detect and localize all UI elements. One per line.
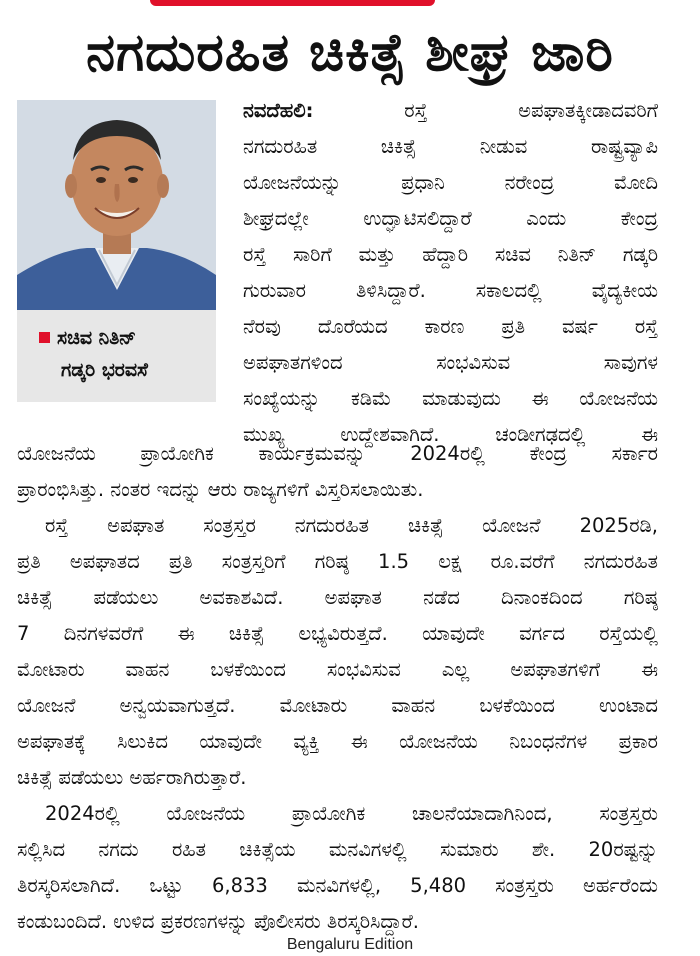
- paragraph-start: 2024ರಲ್ಲಿ ಯೋಜನೆಯ ಪ್ರಾಯೋಗಿಕ ಚಾಲನೆಯಾದಾಗಿನಿಂದ, ಸಂತ್ರಸ್ತರು: [45, 802, 658, 825]
- body-line: ಶೀಘ್ರದಲ್ಲೇ ಉದ್ಘಾಟಿಸಲಿದ್ದಾರೆ ಎಂದು ಕೇಂದ್ರ: [243, 207, 658, 230]
- section-banner: [150, 0, 435, 6]
- body-line: ನವದೆಹಲಿ: ರಸ್ತೆ ಅಪಘಾತಕ್ಕೀಡಾದವರಿಗೆ: [243, 99, 658, 122]
- body-line: ಪ್ರಾರಂಭಿಸಿತ್ತು. ನಂತರ ಇದನ್ನು ಆರು ರಾಜ್ಯಗಳಿಗೆ ವಿಸ್ತರಿಸಲಾಯಿತು.: [17, 478, 424, 501]
- body-line: ಯೋಜನೆಯ ಪ್ರಾಯೋಗಿಕ ಕಾರ್ಯಕ್ರಮವನ್ನು 2024ರಲ್ಲಿ ಕೇಂದ್ರ ಸರ್ಕಾರ: [17, 442, 658, 465]
- body-line: ತಿರಸ್ಕರಿಸಲಾಗಿದೆ. ಒಟ್ಟು 6,833 ಮನವಿಗಳಲ್ಲಿ, 5,480 ಸಂತ್ರಸ್ತರು ಅರ್ಹರೆಂದು: [17, 874, 658, 897]
- body-line: ಚಿಕಿತ್ಸೆ ಪಡೆಯಲು ಅವಕಾಶವಿದೆ. ಅಪಘಾತ ನಡೆದ ದಿನಾಂಕದಿಂದ ಗರಿಷ್ಠ: [17, 586, 658, 609]
- edition-footer: Bengaluru Edition: [286, 936, 414, 953]
- body-line: ಮೋಟಾರು ವಾಹನ ಬಳಕೆಯಿಂದ ಸಂಭವಿಸುವ ಎಲ್ಲ ಅಪಘಾತಗಳಿಗೆ ಈ: [17, 658, 658, 681]
- body-line: ನಗದುರಹಿತ ಚಿಕಿತ್ಸೆ ನೀಡುವ ರಾಷ್ಟ್ರವ್ಯಾಪಿ: [243, 135, 658, 158]
- red-square-bullet-icon: [39, 332, 50, 343]
- body-line: ಸಲ್ಲಿಸಿದ ನಗದು ರಹಿತ ಚಿಕಿತ್ಸೆಯ ಮನವಿಗಳಲ್ಲಿ ಸುಮಾರು ಶೇ. 20ರಷ್ಟನ್ನು: [17, 838, 658, 861]
- portrait-illustration: [17, 100, 216, 310]
- body-line: ಯೋಜನೆ ಅನ್ವಯವಾಗುತ್ತದೆ. ಮೋಟಾರು ವಾಹನ ಬಳಕೆಯಿಂದ ಉಂಟಾದ: [17, 694, 658, 717]
- dateline: ನವದೆಹಲಿ:: [243, 99, 314, 122]
- body-line: ಅಪಘಾತಕ್ಕೆ ಸಿಲುಕಿದ ಯಾವುದೇ ವ್ಯಕ್ತಿ ಈ ಯೋಜನೆಯ ನಿಬಂಧನೆಗಳ ಪ್ರಕಾರ: [17, 730, 658, 753]
- body-line: ಯೋಜನೆಯನ್ನು ಪ್ರಧಾನಿ ನರೇಂದ್ರ ಮೋದಿ: [243, 171, 658, 194]
- paragraph-start: ರಸ್ತೆ ಅಪಘಾತ ಸಂತ್ರಸ್ತರ ನಗದುರಹಿತ ಚಿಕಿತ್ಸೆ ಯೋಜನೆ 2025ರಡಿ,: [45, 514, 658, 537]
- caption-line-2: ಗಡ್ಕರಿ ಭರವಸೆ: [61, 359, 148, 381]
- body-line: ಮುಖ್ಯ ಉದ್ದೇಶವಾಗಿದೆ. ಚಂಡೀಗಢದಲ್ಲಿ ಈ: [243, 423, 658, 446]
- body-line: ಕಂಡುಬಂದಿದೆ. ಉಳಿದ ಪ್ರಕರಣಗಳನ್ನು ಪೊಲೀಸರು ತಿರಸ್ಕರಿಸಿದ್ದಾರೆ.: [17, 910, 419, 933]
- photo-caption: [17, 322, 216, 392]
- body-line: ರಸ್ತೆ ಸಾರಿಗೆ ಮತ್ತು ಹೆದ್ದಾರಿ ಸಚಿವ ನಿತಿನ್ ಗಡ್ಕರಿ: [243, 243, 658, 266]
- body-line: ಗುರುವಾರ ತಿಳಿಸಿದ್ದಾರೆ. ಸಕಾಲದಲ್ಲಿ ವೈದ್ಯಕೀಯ: [243, 279, 658, 302]
- body-line: ಅಪಘಾತಗಳಿಂದ ಸಂಭವಿಸುವ ಸಾವುಗಳ: [243, 351, 658, 374]
- body-line: ನೆರವು ದೊರೆಯದ ಕಾರಣ ಪ್ರತಿ ವರ್ಷ ರಸ್ತೆ: [243, 315, 658, 338]
- body-line: ಪ್ರತಿ ಅಪಘಾತದ ಪ್ರತಿ ಸಂತ್ರಸ್ತರಿಗೆ ಗರಿಷ್ಠ 1.5 ಲಕ್ಷ ರೂ.ವರೆಗೆ ನಗದುರಹಿತ: [17, 550, 658, 573]
- headline: ನಗದುರಹಿತ ಚಿಕಿತ್ಸೆ ಶೀಘ್ರ ಜಾರಿ: [86, 23, 614, 83]
- top-strip: [0, 0, 700, 12]
- photo-box: [17, 100, 216, 402]
- caption-line-1: ಸಚಿವ ನಿತಿನ್: [57, 327, 137, 349]
- minister-photo: [17, 100, 216, 310]
- body-line: ಚಿಕಿತ್ಸೆ ಪಡೆಯಲು ಅರ್ಹರಾಗಿರುತ್ತಾರೆ.: [17, 766, 247, 789]
- body-line: ಸಂಖ್ಯೆಯನ್ನು ಕಡಿಮೆ ಮಾಡುವುದು ಈ ಯೋಜನೆಯ: [243, 387, 658, 410]
- body-line: 7 ದಿನಗಳವರೆಗೆ ಈ ಚಿಕಿತ್ಸೆ ಲಭ್ಯವಿರುತ್ತದೆ. ಯಾವುದೇ ವರ್ಗದ ರಸ್ತೆಯಲ್ಲಿ: [17, 622, 658, 645]
